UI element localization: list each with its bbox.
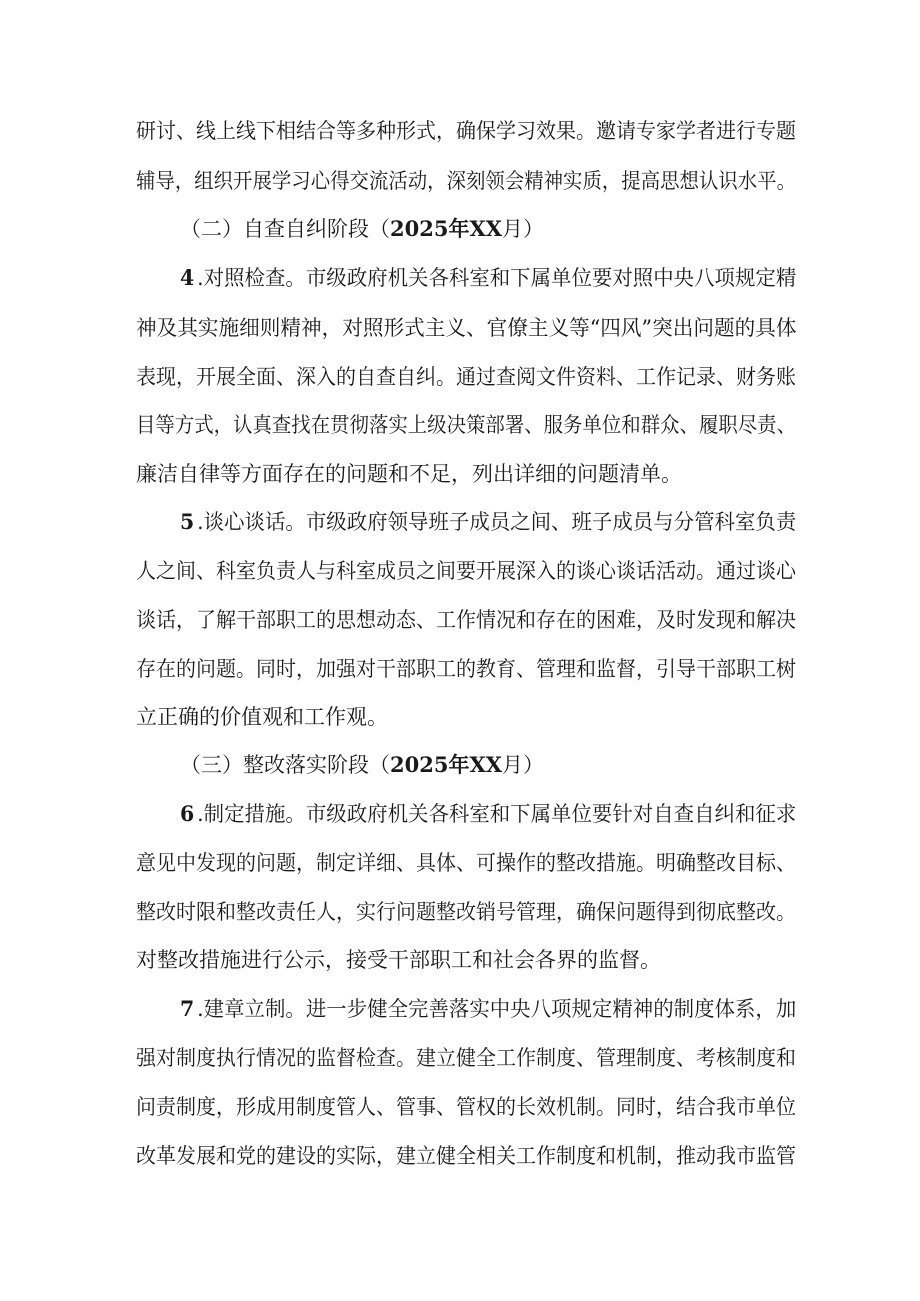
item-number: 7 <box>180 996 195 1021</box>
section-heading-2 <box>180 214 796 244</box>
text-line: 对整改措施进行公示，接受干部职工和社会各界的监督。 <box>136 948 661 972</box>
text-line: 问责制度，形成用制度管人、管事、管权的长效机制。同时，结合我市单位 <box>136 1095 796 1119</box>
heading-text: （三）整改落实阶段（ <box>180 753 390 777</box>
text-line: 人之间、科室负责人与科室成员之间要开展深入的谈心谈话活动。通过谈心 <box>136 559 796 583</box>
text-line: 神及其实施细则精神，对照形式主义、官僚主义等“四风”突出问题的具体 <box>136 316 797 340</box>
text-line: 目等方式，认真查找在贯彻落实上级决策部署、服务单位和群众、履职尽责、 <box>136 413 796 437</box>
text-line: 研讨、线上线下相结合等多种形式，确保学习效果。邀请专家学者进行专题 <box>136 119 796 143</box>
text-line: 改革发展和党的建设的实际，建立健全相关工作制度和机制，推动我市监管 <box>136 1144 796 1168</box>
section-heading-3 <box>180 750 796 780</box>
heading-date: 2025年XX <box>390 216 503 241</box>
heading-text-end: 月） <box>502 753 545 777</box>
text-line: 整改时限和整改责任人，实行问题整改销号管理，确保问题得到彻底整改。 <box>136 900 796 924</box>
text-line: 存在的问题。同时，加强对干部职工的教育、管理和监督，引导干部职工树 <box>136 657 796 681</box>
text-line: 立正确的价值观和工作观。 <box>136 705 388 729</box>
text-line: 意见中发现的问题，制定详细、具体、可操作的整改措施。明确整改目标、 <box>136 851 796 875</box>
item-number: 6 <box>180 801 195 826</box>
item-number: 4 <box>180 265 195 290</box>
text-line: .对照检查。市级政府机关各科室和下属单位要对照中央八项规定精 <box>197 266 797 290</box>
text-line: 表现，开展全面、深入的自查自纠。通过查阅文件资料、工作记录、财务账 <box>136 365 796 389</box>
text-line: 廉洁自律等方面存在的问题和不足，列出详细的问题清单。 <box>136 462 682 486</box>
text-line: .建章立制。进一步健全完善落实中央八项规定精神的制度体系，加 <box>197 997 797 1021</box>
text-line: 辅导，组织开展学习心得交流活动，深刻领会精神实质，提高思想认识水平。 <box>136 169 796 193</box>
text-line: 谈话，了解干部职工的思想动态、工作情况和存在的困难，及时发现和解决 <box>136 608 796 632</box>
heading-date: 2025年XX <box>390 752 503 777</box>
text-line: 强对制度执行情况的监督检查。建立健全工作制度、管理制度、考核制度和 <box>136 1046 796 1070</box>
text-line: .谈心谈话。市级政府领导班子成员之间、班子成员与分管科室负责 <box>197 510 797 534</box>
heading-text: （二）自查自纠阶段（ <box>180 217 390 241</box>
item-number: 5 <box>180 509 195 534</box>
heading-text-end: 月） <box>502 217 545 241</box>
text-line: .制定措施。市级政府机关各科室和下属单位要针对自查自纠和征求 <box>197 802 797 826</box>
